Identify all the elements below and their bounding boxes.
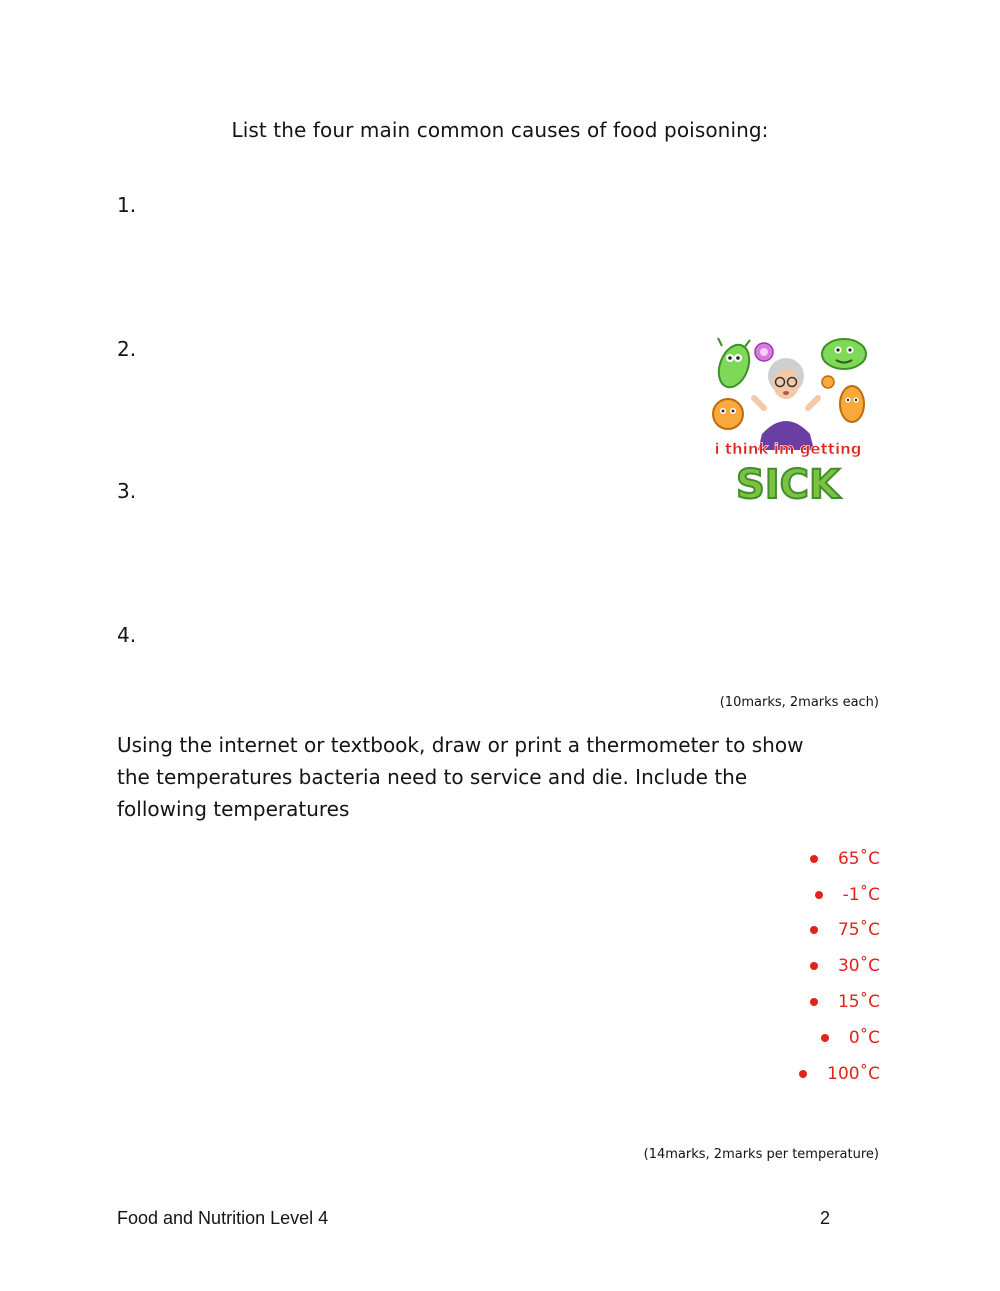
- temperature-item: [799, 1020, 880, 1056]
- avatar-icon: [754, 358, 818, 450]
- temperature-value: 30˚C: [837, 956, 880, 977]
- sticker-caption-bottom: SICK: [735, 462, 841, 506]
- answer-number-4: 4.: [117, 623, 137, 647]
- temperature-list: [799, 841, 880, 1092]
- temperature-item: [799, 913, 880, 949]
- orange-germ-right-icon: [822, 376, 864, 422]
- bullet-icon: [810, 962, 818, 970]
- question-2-marks: (14marks, 2marks per temperature): [643, 1147, 879, 1162]
- bullet-icon: [799, 1070, 807, 1078]
- sick-sticker-image: [704, 334, 872, 506]
- answer-number-2: 2.: [117, 337, 137, 361]
- temperature-item: [799, 877, 880, 913]
- bullet-icon: [810, 926, 818, 934]
- question-title: List the four main common causes of food poisoning:: [231, 118, 769, 142]
- bullet-icon: [810, 998, 818, 1006]
- bullet-icon: [821, 1034, 829, 1042]
- temperature-item: [799, 1056, 880, 1092]
- temperature-value: -1˚C: [842, 884, 880, 905]
- answer-number-1: 1.: [117, 193, 137, 217]
- page-number: 2: [820, 1208, 831, 1228]
- temperature-item: [799, 841, 880, 877]
- bullet-icon: [815, 891, 823, 899]
- temperature-value: 65˚C: [837, 848, 880, 869]
- temperature-item: [799, 984, 880, 1020]
- temperature-item: [799, 948, 880, 984]
- green-germ-right-icon: [822, 339, 866, 369]
- green-germ-icon: [713, 338, 754, 391]
- temperature-value: 0˚C: [848, 1027, 880, 1048]
- temperature-value: 100˚C: [827, 1063, 880, 1084]
- temperature-value: 75˚C: [837, 920, 880, 941]
- sticker-caption-top: i think im getting: [714, 440, 862, 458]
- temperature-value: 15˚C: [837, 992, 880, 1013]
- footer-title: Food and Nutrition Level 4: [117, 1208, 329, 1228]
- pink-germ-icon: [755, 343, 773, 361]
- bullet-icon: [810, 855, 818, 863]
- question-1-marks: (10marks, 2marks each): [719, 695, 879, 710]
- orange-germ-icon: [713, 399, 743, 429]
- thermometer-prompt: Using the internet or textbook, draw or print a thermometer to show the temperatures bacteria need to service and die. Include the following temperatures: [117, 733, 804, 821]
- answer-number-3: 3.: [117, 479, 137, 503]
